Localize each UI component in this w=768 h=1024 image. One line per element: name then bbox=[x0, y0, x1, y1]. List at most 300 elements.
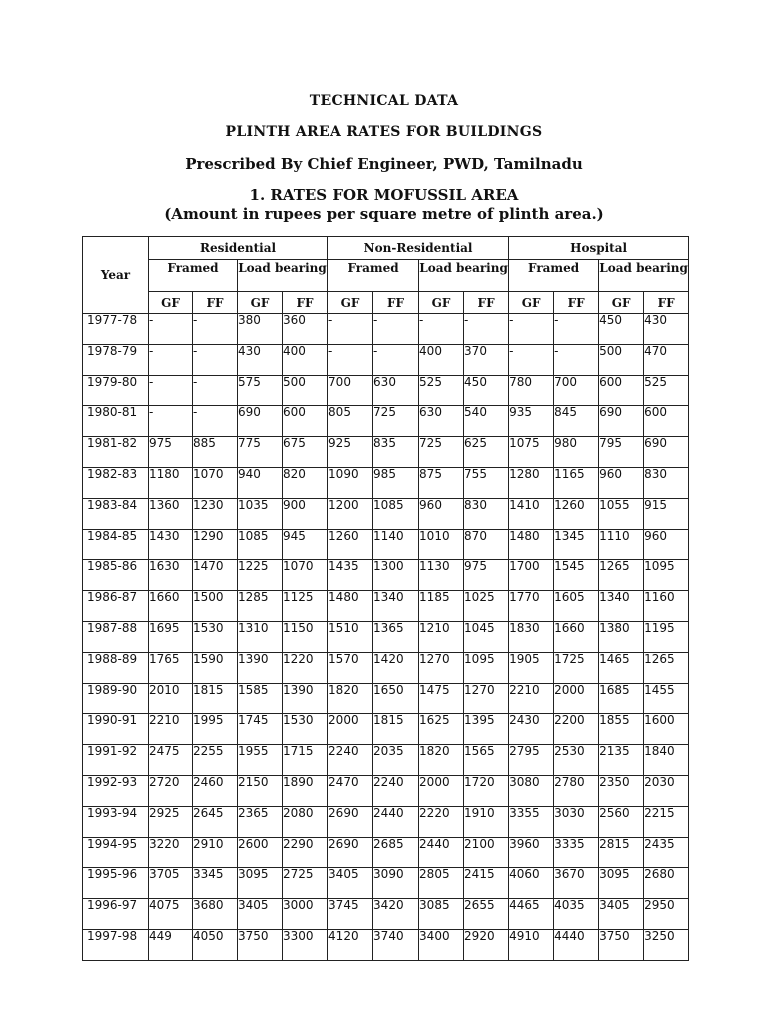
rate-cell: 2925 bbox=[149, 806, 193, 837]
table-row bbox=[83, 406, 689, 437]
rate-cell: - bbox=[149, 314, 193, 345]
rate-cell: - bbox=[419, 314, 464, 345]
rate-cell: 525 bbox=[419, 375, 464, 406]
rate-cell: 935 bbox=[509, 406, 554, 437]
column-header: FF bbox=[464, 292, 509, 314]
rate-cell: 2920 bbox=[464, 929, 509, 960]
year-cell: 1985-86 bbox=[83, 560, 149, 591]
rate-cell: 1590 bbox=[193, 652, 238, 683]
year-cell: 1992-93 bbox=[83, 775, 149, 806]
rate-cell: 1075 bbox=[509, 437, 554, 468]
rate-cell: 1715 bbox=[283, 745, 328, 776]
plinth-rates-table bbox=[82, 236, 689, 961]
rate-cell: 2100 bbox=[464, 837, 509, 868]
rate-cell: 1815 bbox=[193, 683, 238, 714]
rate-cell: 2200 bbox=[554, 714, 599, 745]
rate-cell: 2680 bbox=[644, 868, 689, 899]
rate-cell: 1660 bbox=[554, 621, 599, 652]
column-header: FF bbox=[373, 292, 419, 314]
rate-cell: 1585 bbox=[238, 683, 283, 714]
rate-cell: 2000 bbox=[328, 714, 373, 745]
table-row bbox=[83, 868, 689, 899]
rate-cell: 2030 bbox=[644, 775, 689, 806]
year-cell: 1994-95 bbox=[83, 837, 149, 868]
rate-cell: 1035 bbox=[238, 498, 283, 529]
rate-cell: 915 bbox=[644, 498, 689, 529]
rate-cell: 2240 bbox=[328, 745, 373, 776]
column-header: GF bbox=[599, 292, 644, 314]
rate-cell: 3335 bbox=[554, 837, 599, 868]
table-row bbox=[83, 775, 689, 806]
rate-cell: 3740 bbox=[373, 929, 419, 960]
rate-cell: 4465 bbox=[509, 899, 554, 930]
rate-cell: 1435 bbox=[328, 560, 373, 591]
rate-cell: 1220 bbox=[283, 652, 328, 683]
rate-cell: - bbox=[509, 344, 554, 375]
rate-cell: 1510 bbox=[328, 621, 373, 652]
rate-cell: 900 bbox=[283, 498, 328, 529]
table-row bbox=[83, 529, 689, 560]
rate-cell: 2440 bbox=[373, 806, 419, 837]
rate-cell: 1230 bbox=[193, 498, 238, 529]
table-row bbox=[83, 467, 689, 498]
rate-cell: 3345 bbox=[193, 868, 238, 899]
rate-cell: 2530 bbox=[554, 745, 599, 776]
rate-cell: 1185 bbox=[419, 591, 464, 622]
rate-cell: 960 bbox=[599, 467, 644, 498]
rate-cell: - bbox=[509, 314, 554, 345]
rate-cell: 700 bbox=[328, 375, 373, 406]
rate-cell: 1650 bbox=[373, 683, 419, 714]
rate-cell: 1955 bbox=[238, 745, 283, 776]
rate-cell: 2000 bbox=[554, 683, 599, 714]
rate-cell: 1110 bbox=[599, 529, 644, 560]
subgroup-header: Framed bbox=[328, 260, 419, 292]
rate-cell: - bbox=[193, 375, 238, 406]
rate-cell: 2210 bbox=[509, 683, 554, 714]
rate-cell: 2290 bbox=[283, 837, 328, 868]
rate-cell: - bbox=[373, 314, 419, 345]
year-cell: 1995-96 bbox=[83, 868, 149, 899]
rate-cell: 830 bbox=[464, 498, 509, 529]
rate-cell: 1010 bbox=[419, 529, 464, 560]
rate-cell: 1455 bbox=[644, 683, 689, 714]
rate-cell: 1570 bbox=[328, 652, 373, 683]
rate-cell: 500 bbox=[283, 375, 328, 406]
section-heading: 1. RATES FOR MOFUSSIL AREA bbox=[249, 186, 519, 204]
rate-cell: 3220 bbox=[149, 837, 193, 868]
rate-cell: 1545 bbox=[554, 560, 599, 591]
rate-cell: 1530 bbox=[193, 621, 238, 652]
rate-cell: 830 bbox=[644, 467, 689, 498]
table-row bbox=[83, 714, 689, 745]
group-header-non-residential: Non-Residential bbox=[328, 237, 509, 260]
rate-cell: 1530 bbox=[283, 714, 328, 745]
rate-cell: 1140 bbox=[373, 529, 419, 560]
rate-cell: 1095 bbox=[464, 652, 509, 683]
rate-cell: 1700 bbox=[509, 560, 554, 591]
column-header: GF bbox=[419, 292, 464, 314]
rate-cell: 960 bbox=[644, 529, 689, 560]
rate-cell: 1085 bbox=[373, 498, 419, 529]
rate-cell: 4440 bbox=[554, 929, 599, 960]
rate-cell: 3095 bbox=[599, 868, 644, 899]
rate-cell: 600 bbox=[599, 375, 644, 406]
rate-cell: 925 bbox=[328, 437, 373, 468]
rate-cell: 2725 bbox=[283, 868, 328, 899]
rate-cell: 2645 bbox=[193, 806, 238, 837]
rate-cell: 2690 bbox=[328, 806, 373, 837]
column-header: FF bbox=[283, 292, 328, 314]
year-cell: 1978-79 bbox=[83, 344, 149, 375]
rate-cell: 2430 bbox=[509, 714, 554, 745]
rate-cell: 1600 bbox=[644, 714, 689, 745]
rate-cell: - bbox=[193, 314, 238, 345]
rate-cell: 625 bbox=[464, 437, 509, 468]
rate-cell: 2795 bbox=[509, 745, 554, 776]
rate-cell: - bbox=[193, 406, 238, 437]
rate-cell: 3300 bbox=[283, 929, 328, 960]
rate-cell: 1630 bbox=[149, 560, 193, 591]
rate-cell: 630 bbox=[419, 406, 464, 437]
rate-cell: 1480 bbox=[509, 529, 554, 560]
rate-cell: 3405 bbox=[599, 899, 644, 930]
column-header: FF bbox=[644, 292, 689, 314]
rate-cell: 3095 bbox=[238, 868, 283, 899]
rate-cell: 600 bbox=[283, 406, 328, 437]
subgroup-header: Load bearing bbox=[599, 260, 689, 292]
rate-cell: 1310 bbox=[238, 621, 283, 652]
rate-cell: 1840 bbox=[644, 745, 689, 776]
rate-cell: 1340 bbox=[373, 591, 419, 622]
rate-cell: 470 bbox=[644, 344, 689, 375]
column-header: FF bbox=[554, 292, 599, 314]
rate-cell: 1475 bbox=[419, 683, 464, 714]
rate-cell: 975 bbox=[464, 560, 509, 591]
rate-cell: 690 bbox=[599, 406, 644, 437]
rate-cell: - bbox=[328, 314, 373, 345]
rate-cell: 2220 bbox=[419, 806, 464, 837]
rate-cell: 2010 bbox=[149, 683, 193, 714]
subgroup-header: Load bearing bbox=[238, 260, 328, 292]
rate-cell: 845 bbox=[554, 406, 599, 437]
rate-cell: 1830 bbox=[509, 621, 554, 652]
rate-cell: 4050 bbox=[193, 929, 238, 960]
rate-cell: 1125 bbox=[283, 591, 328, 622]
rate-cell: 940 bbox=[238, 467, 283, 498]
table-row bbox=[83, 344, 689, 375]
rate-cell: 450 bbox=[599, 314, 644, 345]
rate-cell: 1390 bbox=[238, 652, 283, 683]
column-header: GF bbox=[238, 292, 283, 314]
year-cell: 1986-87 bbox=[83, 591, 149, 622]
year-cell: 1989-90 bbox=[83, 683, 149, 714]
rate-cell: 3250 bbox=[644, 929, 689, 960]
rate-cell: 1395 bbox=[464, 714, 509, 745]
column-header: GF bbox=[149, 292, 193, 314]
rate-cell: 1465 bbox=[599, 652, 644, 683]
year-cell: 1996-97 bbox=[83, 899, 149, 930]
rate-cell: 4035 bbox=[554, 899, 599, 930]
year-cell: 1988-89 bbox=[83, 652, 149, 683]
year-cell: 1993-94 bbox=[83, 806, 149, 837]
rate-cell: 2215 bbox=[644, 806, 689, 837]
rate-cell: 2805 bbox=[419, 868, 464, 899]
rate-cell: 430 bbox=[238, 344, 283, 375]
rate-cell: 1270 bbox=[419, 652, 464, 683]
rate-cell: 875 bbox=[419, 467, 464, 498]
group-header-hospital: Hospital bbox=[509, 237, 689, 260]
rate-cell: 1025 bbox=[464, 591, 509, 622]
table-row bbox=[83, 621, 689, 652]
rate-cell: 2815 bbox=[599, 837, 644, 868]
rate-cell: 2135 bbox=[599, 745, 644, 776]
rate-cell: 600 bbox=[644, 406, 689, 437]
table-row bbox=[83, 837, 689, 868]
column-header: FF bbox=[193, 292, 238, 314]
rate-cell: 1815 bbox=[373, 714, 419, 745]
rate-cell: 805 bbox=[328, 406, 373, 437]
rate-cell: - bbox=[554, 314, 599, 345]
rate-cell: 1340 bbox=[599, 591, 644, 622]
document-title: TECHNICAL DATA bbox=[309, 93, 459, 109]
rate-cell: 2470 bbox=[328, 775, 373, 806]
rate-cell: - bbox=[464, 314, 509, 345]
rate-cell: 575 bbox=[238, 375, 283, 406]
rate-cell: 2415 bbox=[464, 868, 509, 899]
rate-cell: 690 bbox=[238, 406, 283, 437]
rate-cell: 3080 bbox=[509, 775, 554, 806]
rate-cell: 1625 bbox=[419, 714, 464, 745]
rate-cell: 3400 bbox=[419, 929, 464, 960]
rate-cell: 2460 bbox=[193, 775, 238, 806]
year-cell: 1980-81 bbox=[83, 406, 149, 437]
rate-cell: 400 bbox=[283, 344, 328, 375]
table-row bbox=[83, 899, 689, 930]
table-header bbox=[83, 237, 689, 314]
rate-cell: - bbox=[554, 344, 599, 375]
year-cell: 1990-91 bbox=[83, 714, 149, 745]
rate-cell: 2035 bbox=[373, 745, 419, 776]
rate-cell: 3000 bbox=[283, 899, 328, 930]
rate-cell: 4060 bbox=[509, 868, 554, 899]
rate-cell: 1725 bbox=[554, 652, 599, 683]
rate-cell: 775 bbox=[238, 437, 283, 468]
rate-cell: 1090 bbox=[328, 467, 373, 498]
rate-cell: 4075 bbox=[149, 899, 193, 930]
rate-cell: 2780 bbox=[554, 775, 599, 806]
subgroup-header: Load bearing bbox=[419, 260, 509, 292]
rate-cell: 1085 bbox=[238, 529, 283, 560]
table-row bbox=[83, 929, 689, 960]
year-cell: 1977-78 bbox=[83, 314, 149, 345]
year-cell: 1984-85 bbox=[83, 529, 149, 560]
rate-cell: 1165 bbox=[554, 467, 599, 498]
rate-cell: 1910 bbox=[464, 806, 509, 837]
rate-cell: 2655 bbox=[464, 899, 509, 930]
rate-cell: 2350 bbox=[599, 775, 644, 806]
rate-cell: 1070 bbox=[193, 467, 238, 498]
rate-cell: 1820 bbox=[328, 683, 373, 714]
rate-cell: 1225 bbox=[238, 560, 283, 591]
rate-cell: 430 bbox=[644, 314, 689, 345]
rate-cell: 1265 bbox=[644, 652, 689, 683]
rate-cell: 2910 bbox=[193, 837, 238, 868]
rate-cell: 1500 bbox=[193, 591, 238, 622]
rate-cell: 2210 bbox=[149, 714, 193, 745]
table-row bbox=[83, 314, 689, 345]
rate-cell: 525 bbox=[644, 375, 689, 406]
rate-cell: 1280 bbox=[509, 467, 554, 498]
column-header: GF bbox=[328, 292, 373, 314]
rate-cell: - bbox=[149, 406, 193, 437]
rate-cell: 2435 bbox=[644, 837, 689, 868]
rate-cell: 755 bbox=[464, 467, 509, 498]
rate-cell: 1890 bbox=[283, 775, 328, 806]
rate-cell: 3680 bbox=[193, 899, 238, 930]
rate-cell: 1360 bbox=[149, 498, 193, 529]
rate-cell: 780 bbox=[509, 375, 554, 406]
rate-cell: 1430 bbox=[149, 529, 193, 560]
rate-cell: 1695 bbox=[149, 621, 193, 652]
rate-cell: 1195 bbox=[644, 621, 689, 652]
year-cell: 1987-88 bbox=[83, 621, 149, 652]
rate-cell: 1410 bbox=[509, 498, 554, 529]
document-subtitle: PLINTH AREA RATES FOR BUILDINGS bbox=[225, 124, 543, 140]
rate-cell: 985 bbox=[373, 467, 419, 498]
rate-cell: 1055 bbox=[599, 498, 644, 529]
rate-cell: 450 bbox=[464, 375, 509, 406]
year-cell: 1997-98 bbox=[83, 929, 149, 960]
rate-cell: 1565 bbox=[464, 745, 509, 776]
unit-note: (Amount in rupees per square metre of plinth area.) bbox=[164, 205, 604, 223]
rate-cell: 3030 bbox=[554, 806, 599, 837]
rate-cell: 1260 bbox=[554, 498, 599, 529]
rate-cell: 1480 bbox=[328, 591, 373, 622]
rate-cell: 1160 bbox=[644, 591, 689, 622]
rate-cell: 1095 bbox=[644, 560, 689, 591]
rate-cell: 2000 bbox=[419, 775, 464, 806]
rate-cell: 3090 bbox=[373, 868, 419, 899]
year-header: Year bbox=[83, 237, 149, 314]
rate-cell: 1605 bbox=[554, 591, 599, 622]
rate-cell: - bbox=[193, 344, 238, 375]
rate-cell: 3960 bbox=[509, 837, 554, 868]
rate-cell: 3420 bbox=[373, 899, 419, 930]
rate-cell: 1150 bbox=[283, 621, 328, 652]
rate-cell: 1765 bbox=[149, 652, 193, 683]
rate-cell: 2240 bbox=[373, 775, 419, 806]
column-header: GF bbox=[509, 292, 554, 314]
rate-cell: 2475 bbox=[149, 745, 193, 776]
rate-cell: 725 bbox=[373, 406, 419, 437]
rate-cell: 1300 bbox=[373, 560, 419, 591]
rate-cell: 1290 bbox=[193, 529, 238, 560]
rate-cell: 2720 bbox=[149, 775, 193, 806]
rate-cell: 2365 bbox=[238, 806, 283, 837]
rate-cell: 3085 bbox=[419, 899, 464, 930]
rate-cell: 3705 bbox=[149, 868, 193, 899]
rate-cell: 885 bbox=[193, 437, 238, 468]
year-cell: 1979-80 bbox=[83, 375, 149, 406]
subgroup-header: Framed bbox=[509, 260, 599, 292]
rate-cell: 2255 bbox=[193, 745, 238, 776]
rate-cell: 2440 bbox=[419, 837, 464, 868]
rate-cell: 1045 bbox=[464, 621, 509, 652]
rate-cell: 2150 bbox=[238, 775, 283, 806]
year-cell: 1982-83 bbox=[83, 467, 149, 498]
rate-cell: 1265 bbox=[599, 560, 644, 591]
rate-cell: 795 bbox=[599, 437, 644, 468]
rate-cell: 3750 bbox=[238, 929, 283, 960]
rate-cell: 1270 bbox=[464, 683, 509, 714]
rate-cell: 2950 bbox=[644, 899, 689, 930]
rate-cell: 1745 bbox=[238, 714, 283, 745]
rate-cell: 1720 bbox=[464, 775, 509, 806]
rate-cell: 2600 bbox=[238, 837, 283, 868]
rate-cell: 1660 bbox=[149, 591, 193, 622]
subgroup-header: Framed bbox=[149, 260, 238, 292]
table-row bbox=[83, 498, 689, 529]
rate-cell: 1380 bbox=[599, 621, 644, 652]
rate-cell: 1130 bbox=[419, 560, 464, 591]
rate-cell: 449 bbox=[149, 929, 193, 960]
rate-cell: 1770 bbox=[509, 591, 554, 622]
rate-cell: 1210 bbox=[419, 621, 464, 652]
rate-cell: 380 bbox=[238, 314, 283, 345]
rate-cell: 2560 bbox=[599, 806, 644, 837]
rate-cell: 1855 bbox=[599, 714, 644, 745]
rate-cell: 675 bbox=[283, 437, 328, 468]
prescribed-by-line: Prescribed By Chief Engineer, PWD, Tamilnadu bbox=[185, 155, 583, 173]
rate-cell: 690 bbox=[644, 437, 689, 468]
table-row bbox=[83, 375, 689, 406]
rate-cell: 1180 bbox=[149, 467, 193, 498]
rate-cell: - bbox=[373, 344, 419, 375]
rate-cell: 1365 bbox=[373, 621, 419, 652]
table-row bbox=[83, 683, 689, 714]
group-header-residential: Residential bbox=[149, 237, 328, 260]
rate-cell: 1200 bbox=[328, 498, 373, 529]
rate-cell: 1345 bbox=[554, 529, 599, 560]
rate-cell: 1995 bbox=[193, 714, 238, 745]
rate-cell: 3405 bbox=[238, 899, 283, 930]
rate-cell: 3750 bbox=[599, 929, 644, 960]
rate-cell: 870 bbox=[464, 529, 509, 560]
rate-cell: 1070 bbox=[283, 560, 328, 591]
rate-cell: 725 bbox=[419, 437, 464, 468]
rate-cell: 3745 bbox=[328, 899, 373, 930]
rate-cell: - bbox=[328, 344, 373, 375]
rate-cell: 370 bbox=[464, 344, 509, 375]
year-cell: 1981-82 bbox=[83, 437, 149, 468]
rate-cell: 980 bbox=[554, 437, 599, 468]
rate-cell: 3355 bbox=[509, 806, 554, 837]
rate-cell: - bbox=[149, 375, 193, 406]
table-row bbox=[83, 652, 689, 683]
rate-cell: 2690 bbox=[328, 837, 373, 868]
year-cell: 1983-84 bbox=[83, 498, 149, 529]
year-cell: 1991-92 bbox=[83, 745, 149, 776]
rate-cell: 1285 bbox=[238, 591, 283, 622]
rate-cell: 1260 bbox=[328, 529, 373, 560]
rate-cell: 945 bbox=[283, 529, 328, 560]
rate-cell: 500 bbox=[599, 344, 644, 375]
table-row bbox=[83, 560, 689, 591]
rate-cell: 1820 bbox=[419, 745, 464, 776]
rate-cell: 3405 bbox=[328, 868, 373, 899]
rate-cell: 400 bbox=[419, 344, 464, 375]
